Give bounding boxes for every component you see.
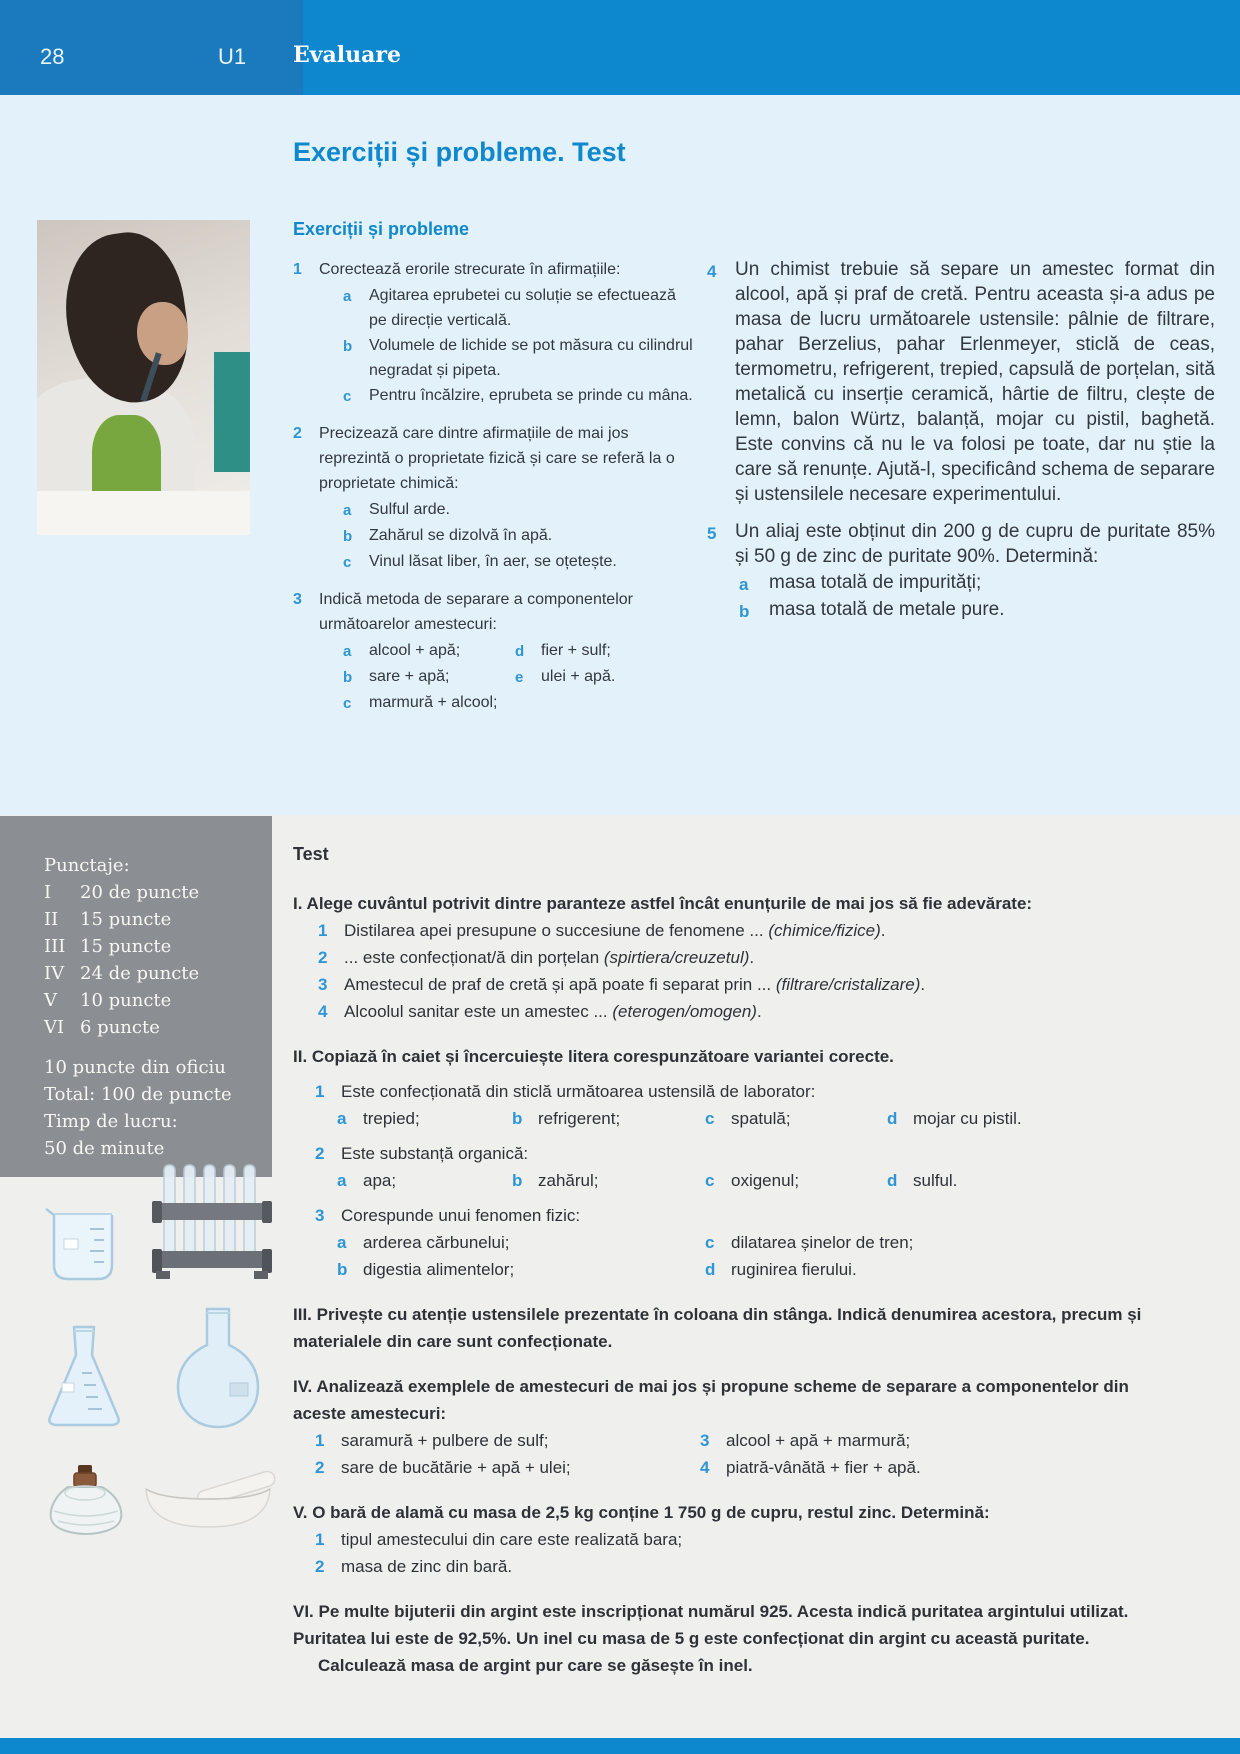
- item-text: alcool + apă + marmură;: [726, 1431, 911, 1450]
- item-number: 3: [315, 1206, 325, 1225]
- option-text: spatulă;: [731, 1109, 791, 1128]
- exercise-item-3: [293, 587, 693, 716]
- sub-letter: b: [739, 602, 750, 621]
- option-letter: b: [512, 1109, 523, 1128]
- option: [512, 1167, 705, 1194]
- header-left-band: [0, 0, 303, 95]
- option-text: dilatarea șinelor de tren;: [731, 1233, 914, 1252]
- sub-text: masa totală de impurități;: [769, 572, 982, 593]
- option-text: zahărul;: [538, 1171, 599, 1190]
- item-number: 2: [315, 1458, 325, 1477]
- sub-text: sare + apă;: [369, 668, 450, 685]
- test-heading: Test: [293, 844, 329, 864]
- exercise-number: 3: [293, 591, 302, 608]
- mortar-pestle-image: [138, 1455, 278, 1541]
- sub-text: Pentru încălzire, eprubeta se prinde cu mâna.: [369, 387, 693, 404]
- item-text: piatră-vânătă + fier + apă.: [726, 1458, 921, 1477]
- flat-bottom-flask-image: [168, 1305, 268, 1433]
- item-number: 2: [315, 1557, 325, 1576]
- option-letter: a: [337, 1171, 347, 1190]
- page-number: 28: [40, 44, 65, 69]
- sub-item: [343, 638, 515, 664]
- test-question: [293, 1078, 1215, 1105]
- option-letter: a: [337, 1109, 347, 1128]
- sub-letter: b: [343, 528, 353, 545]
- option-text: trepied;: [363, 1109, 420, 1128]
- sub-text: Agitarea eprubetei cu soluție se efectuează pe direcție verticală.: [369, 287, 676, 329]
- item-number: 2: [315, 1144, 325, 1163]
- score-roman: IV: [44, 963, 65, 984]
- unit-badge: U1: [218, 44, 247, 69]
- sub-text: Volumele de lichide se pot măsura cu cilindrul negradat și pipeta.: [369, 337, 693, 379]
- test-section-ii: [293, 1043, 1215, 1283]
- option-letter: b: [512, 1171, 523, 1190]
- exercise-text: Corectează erorile strecurate în afirmațiile:: [319, 261, 621, 278]
- list-item: [315, 1454, 700, 1481]
- options-row: [293, 1167, 1215, 1194]
- sub-letter: a: [343, 502, 352, 519]
- option-letter: a: [337, 1233, 347, 1252]
- option-text: apa;: [363, 1171, 397, 1190]
- item-text: Alcoolul sanitar este un amestec ... (eterogen/omogen).: [344, 1002, 762, 1021]
- item-text: sare de bucătărie + apă + ulei;: [341, 1458, 571, 1477]
- exercise-item-2: [293, 421, 693, 575]
- test-question: [293, 1140, 1215, 1167]
- option-text: arderea cărbunelui;: [363, 1233, 510, 1252]
- item-text: Distilarea apei presupune o succesiune de fenomene ... (chimice/fizice).: [344, 921, 886, 940]
- sub-letter: a: [343, 643, 352, 660]
- section-iii-intro: III. Privește cu atenție ustensilele prezentate în coloana din stânga. Indică denumirea acestora, precum și materialele din care sunt confecționate.: [293, 1305, 1142, 1351]
- score-points: 6 puncte: [80, 1017, 160, 1038]
- item-number: 1: [315, 1431, 325, 1450]
- section-v-intro: V. O bară de alamă cu masa de 2,5 kg conține 1 750 g de cupru, restul zinc. Determină:: [293, 1503, 990, 1522]
- score-row: [44, 987, 256, 1014]
- exercise-number: 4: [707, 262, 717, 281]
- option-letter: c: [705, 1171, 715, 1190]
- spirit-lamp-image: [38, 1463, 134, 1539]
- options-columns: [293, 1229, 1215, 1283]
- option: [337, 1105, 512, 1132]
- score-row: [44, 879, 256, 906]
- sub-item: [515, 664, 615, 690]
- score-roman: VI: [44, 1017, 65, 1038]
- item-number: 4: [700, 1458, 710, 1477]
- test-item: [293, 944, 1215, 971]
- list-item: [315, 1553, 1215, 1580]
- score-roman: III: [44, 936, 66, 957]
- sub-item: [343, 383, 693, 409]
- exercise-item-1: [293, 257, 693, 409]
- score-points: 15 puncte: [80, 936, 172, 957]
- test-item: [293, 971, 1215, 998]
- sub-text: Sulful arde.: [369, 501, 450, 518]
- option-text: ruginirea fierului.: [731, 1260, 857, 1279]
- score-row: [44, 906, 256, 933]
- header-right-band: [293, 0, 1240, 95]
- exercise-text: Un aliaj este obținut din 200 g de cupru de puritate 85% și 50 g de zinc de puritate 90%. Determină:: [735, 521, 1215, 567]
- sub-letter: a: [739, 575, 749, 594]
- exercises-section: [0, 95, 1240, 815]
- exercise-text: Un chimist trebuie să separe un amestec format din alcool, apă și praf de cretă. Pentru aceasta și-a adus pe masa de lucru următoarele ustensile: pâlnie de filtrare, pahar Berzelius, pahar Erlenmeyer, sticlă de ceas, termometru, refrigerent, trepied, capsulă de porțelan, sită metalică cu inserție ceramică, hârtie de filtru, clește de lemn, balon Würtz, balanță, mojar cu pistil, baghetă. Este convins că nu le va folosi pe toate, dar nu știe la care să renunțe. Ajută-l, specificând schema de separare și ustensilele necesare experimentului.: [735, 259, 1215, 505]
- option: [887, 1105, 1215, 1132]
- section-iv-intro: IV. Analizează exemplele de amestecuri de mai jos și propune scheme de separare a componentelor din aceste amestecuri:: [293, 1377, 1129, 1423]
- option-letter: c: [705, 1233, 715, 1252]
- student-photo: [37, 220, 250, 535]
- exercise-text: Precizează care dintre afirmațiile de mai jos reprezintă o proprietate fizică și care se referă la o proprietate chimică:: [319, 425, 675, 492]
- score-row: [44, 960, 256, 987]
- list-item: [700, 1427, 921, 1454]
- page-title: Exerciții și probleme. Test: [293, 137, 626, 167]
- sub-item: [343, 664, 515, 690]
- score-row: [44, 933, 256, 960]
- option: [705, 1105, 887, 1132]
- item-text: tipul amestecului din care este realizată bara;: [341, 1530, 683, 1549]
- score-note: 10 puncte din oficiu: [44, 1057, 226, 1078]
- sub-letter: c: [343, 554, 352, 571]
- options-row: [293, 1105, 1215, 1132]
- sub-item: [515, 638, 615, 664]
- sub-text: alcool + apă;: [369, 642, 461, 659]
- sub-letter: b: [343, 338, 353, 355]
- score-points: 20 de puncte: [80, 882, 200, 903]
- exercises-heading: Exerciții și probleme: [293, 219, 470, 239]
- option: [705, 1256, 913, 1283]
- list-item: [315, 1427, 700, 1454]
- question-text: Corespunde unui fenomen fizic:: [341, 1206, 581, 1225]
- test-section-vi: [293, 1598, 1215, 1679]
- sub-item: [343, 283, 693, 333]
- option-text: sulful.: [913, 1171, 958, 1190]
- exercises-column-2: [707, 257, 1215, 636]
- section-i-intro: I. Alege cuvântul potrivit dintre paranteze astfel încât enunțurile de mai jos să fie adevărate:: [293, 894, 1033, 913]
- option: [887, 1167, 1215, 1194]
- exercises-columns: [293, 257, 1215, 728]
- item-options-italic: (chimice/fizice): [768, 921, 881, 940]
- section-vi-task: Calculează masa de argint pur care se găsește în inel.: [318, 1656, 753, 1675]
- sub-letter: b: [343, 669, 353, 686]
- sub-letter: a: [343, 288, 352, 305]
- item-text: saramură + pulbere de sulf;: [341, 1431, 549, 1450]
- list-item: [700, 1454, 921, 1481]
- item-text: masa de zinc din bară.: [341, 1557, 513, 1576]
- footer-bar: [0, 1738, 1240, 1754]
- sub-item: [343, 497, 693, 523]
- score-row: [44, 1014, 256, 1041]
- option-letter: d: [887, 1171, 898, 1190]
- option-letter: d: [887, 1109, 898, 1128]
- item-number: 1: [315, 1530, 325, 1549]
- test-question: [293, 1202, 1215, 1229]
- score-title: Punctaje:: [44, 855, 130, 876]
- score-roman: V: [44, 990, 57, 1011]
- exercise-text: Indică metoda de separare a componentelor următoarelor amestecuri:: [319, 591, 633, 633]
- option-text: oxigenul;: [731, 1171, 800, 1190]
- item-number: 2: [318, 948, 328, 967]
- option-letter: c: [705, 1109, 715, 1128]
- exercises-block: [293, 219, 1215, 728]
- item-number: 1: [318, 921, 328, 940]
- option-letter: b: [337, 1260, 348, 1279]
- sub-text: Vinul lăsat liber, în aer, se oțetește.: [369, 553, 617, 570]
- test-section-iii: [293, 1301, 1215, 1355]
- exercise-item-4: [707, 257, 1215, 507]
- option-text: mojar cu pistil.: [913, 1109, 1022, 1128]
- exercise-item-5: [707, 519, 1215, 624]
- score-note: 50 de minute: [44, 1138, 165, 1159]
- test-section-v: [293, 1499, 1215, 1580]
- beaker-image: [42, 1207, 122, 1287]
- score-points: 15 puncte: [80, 909, 172, 930]
- option: [705, 1229, 913, 1256]
- sub-letter: c: [343, 388, 352, 405]
- sub-letter: d: [515, 643, 525, 660]
- test-item: [293, 998, 1215, 1025]
- page-header: [0, 0, 1240, 95]
- item-options-italic: (filtrare/cristalizare): [775, 975, 921, 994]
- option: [512, 1105, 705, 1132]
- test-content: [293, 841, 1215, 1697]
- question-text: Este substanță organică:: [341, 1144, 529, 1163]
- erlenmeyer-flask-image: [38, 1323, 130, 1429]
- option-text: refrigerent;: [538, 1109, 621, 1128]
- test-tube-rack-image: [150, 1163, 274, 1287]
- exercise-number: 2: [293, 425, 302, 442]
- option: [337, 1256, 705, 1283]
- item-number: 3: [318, 975, 328, 994]
- item-number: 4: [318, 1002, 328, 1021]
- test-section: [0, 815, 1240, 1754]
- option: [705, 1167, 887, 1194]
- score-points: 24 de puncte: [80, 963, 200, 984]
- sub-letter: e: [515, 669, 524, 686]
- option: [337, 1229, 705, 1256]
- mixtures-list: [293, 1427, 1215, 1481]
- score-note: Total: 100 de puncte: [44, 1084, 232, 1105]
- sub-item: [343, 523, 693, 549]
- sub-item: [343, 333, 693, 383]
- sub-item: [343, 690, 515, 716]
- section-ii-intro: II. Copiază în caiet și încercuiește litera corespunzătoare variantei corecte.: [293, 1047, 894, 1066]
- question-text: Este confecționată din sticlă următoarea ustensilă de laborator:: [341, 1082, 816, 1101]
- sub-letter: c: [343, 695, 352, 712]
- option-text: digestia alimentelor;: [363, 1260, 515, 1279]
- sub-item: [739, 597, 1215, 624]
- test-section-iv: [293, 1373, 1215, 1481]
- option: [337, 1167, 512, 1194]
- score-note: Timp de lucru:: [44, 1111, 178, 1132]
- sub-item: [343, 549, 693, 575]
- exercise-number: 1: [293, 261, 302, 278]
- item-text: ... este confecționat/ă din porțelan (spirtiera/creuzetul).: [344, 948, 755, 967]
- exercise-number: 5: [707, 524, 717, 543]
- item-options-italic: (eterogen/omogen): [612, 1002, 757, 1021]
- score-roman: I: [44, 882, 52, 903]
- item-text: Amestecul de praf de cretă și apă poate fi separat prin ... (filtrare/cristalizare).: [344, 975, 926, 994]
- item-options-italic: (spirtiera/creuzetul): [603, 948, 750, 967]
- sub-text: masa totală de metale pure.: [769, 599, 1005, 620]
- score-points: 10 puncte: [80, 990, 172, 1011]
- section-vi-intro: VI. Pe multe bijuterii din argint este inscripționat numărul 925. Acesta indică puritatea argintului utilizat. Puritatea lui este de 92,5%. Un inel cu masa de 5 g este confecționat din argint cu această puritate.: [293, 1602, 1129, 1648]
- sub-text: ulei + apă.: [541, 668, 616, 685]
- item-number: 1: [315, 1082, 325, 1101]
- sub-text: Zahărul se dizolvă în apă.: [369, 527, 553, 544]
- test-section-i: [293, 890, 1215, 1025]
- photo-books-shape: [214, 352, 250, 472]
- score-roman: II: [44, 909, 59, 930]
- sub-item: [739, 570, 1215, 597]
- test-item: [293, 917, 1215, 944]
- photo-desk-shape: [37, 491, 250, 535]
- item-number: 3: [700, 1431, 710, 1450]
- photo-face-shape: [137, 302, 188, 365]
- sub-text: marmură + alcool;: [369, 694, 498, 711]
- option-letter: d: [705, 1260, 716, 1279]
- list-item: [315, 1526, 1215, 1553]
- sub-text: fier + sulf;: [541, 642, 611, 659]
- section-label: Evaluare: [293, 42, 402, 68]
- score-box: [0, 816, 272, 1177]
- exercises-column-1: [293, 257, 693, 728]
